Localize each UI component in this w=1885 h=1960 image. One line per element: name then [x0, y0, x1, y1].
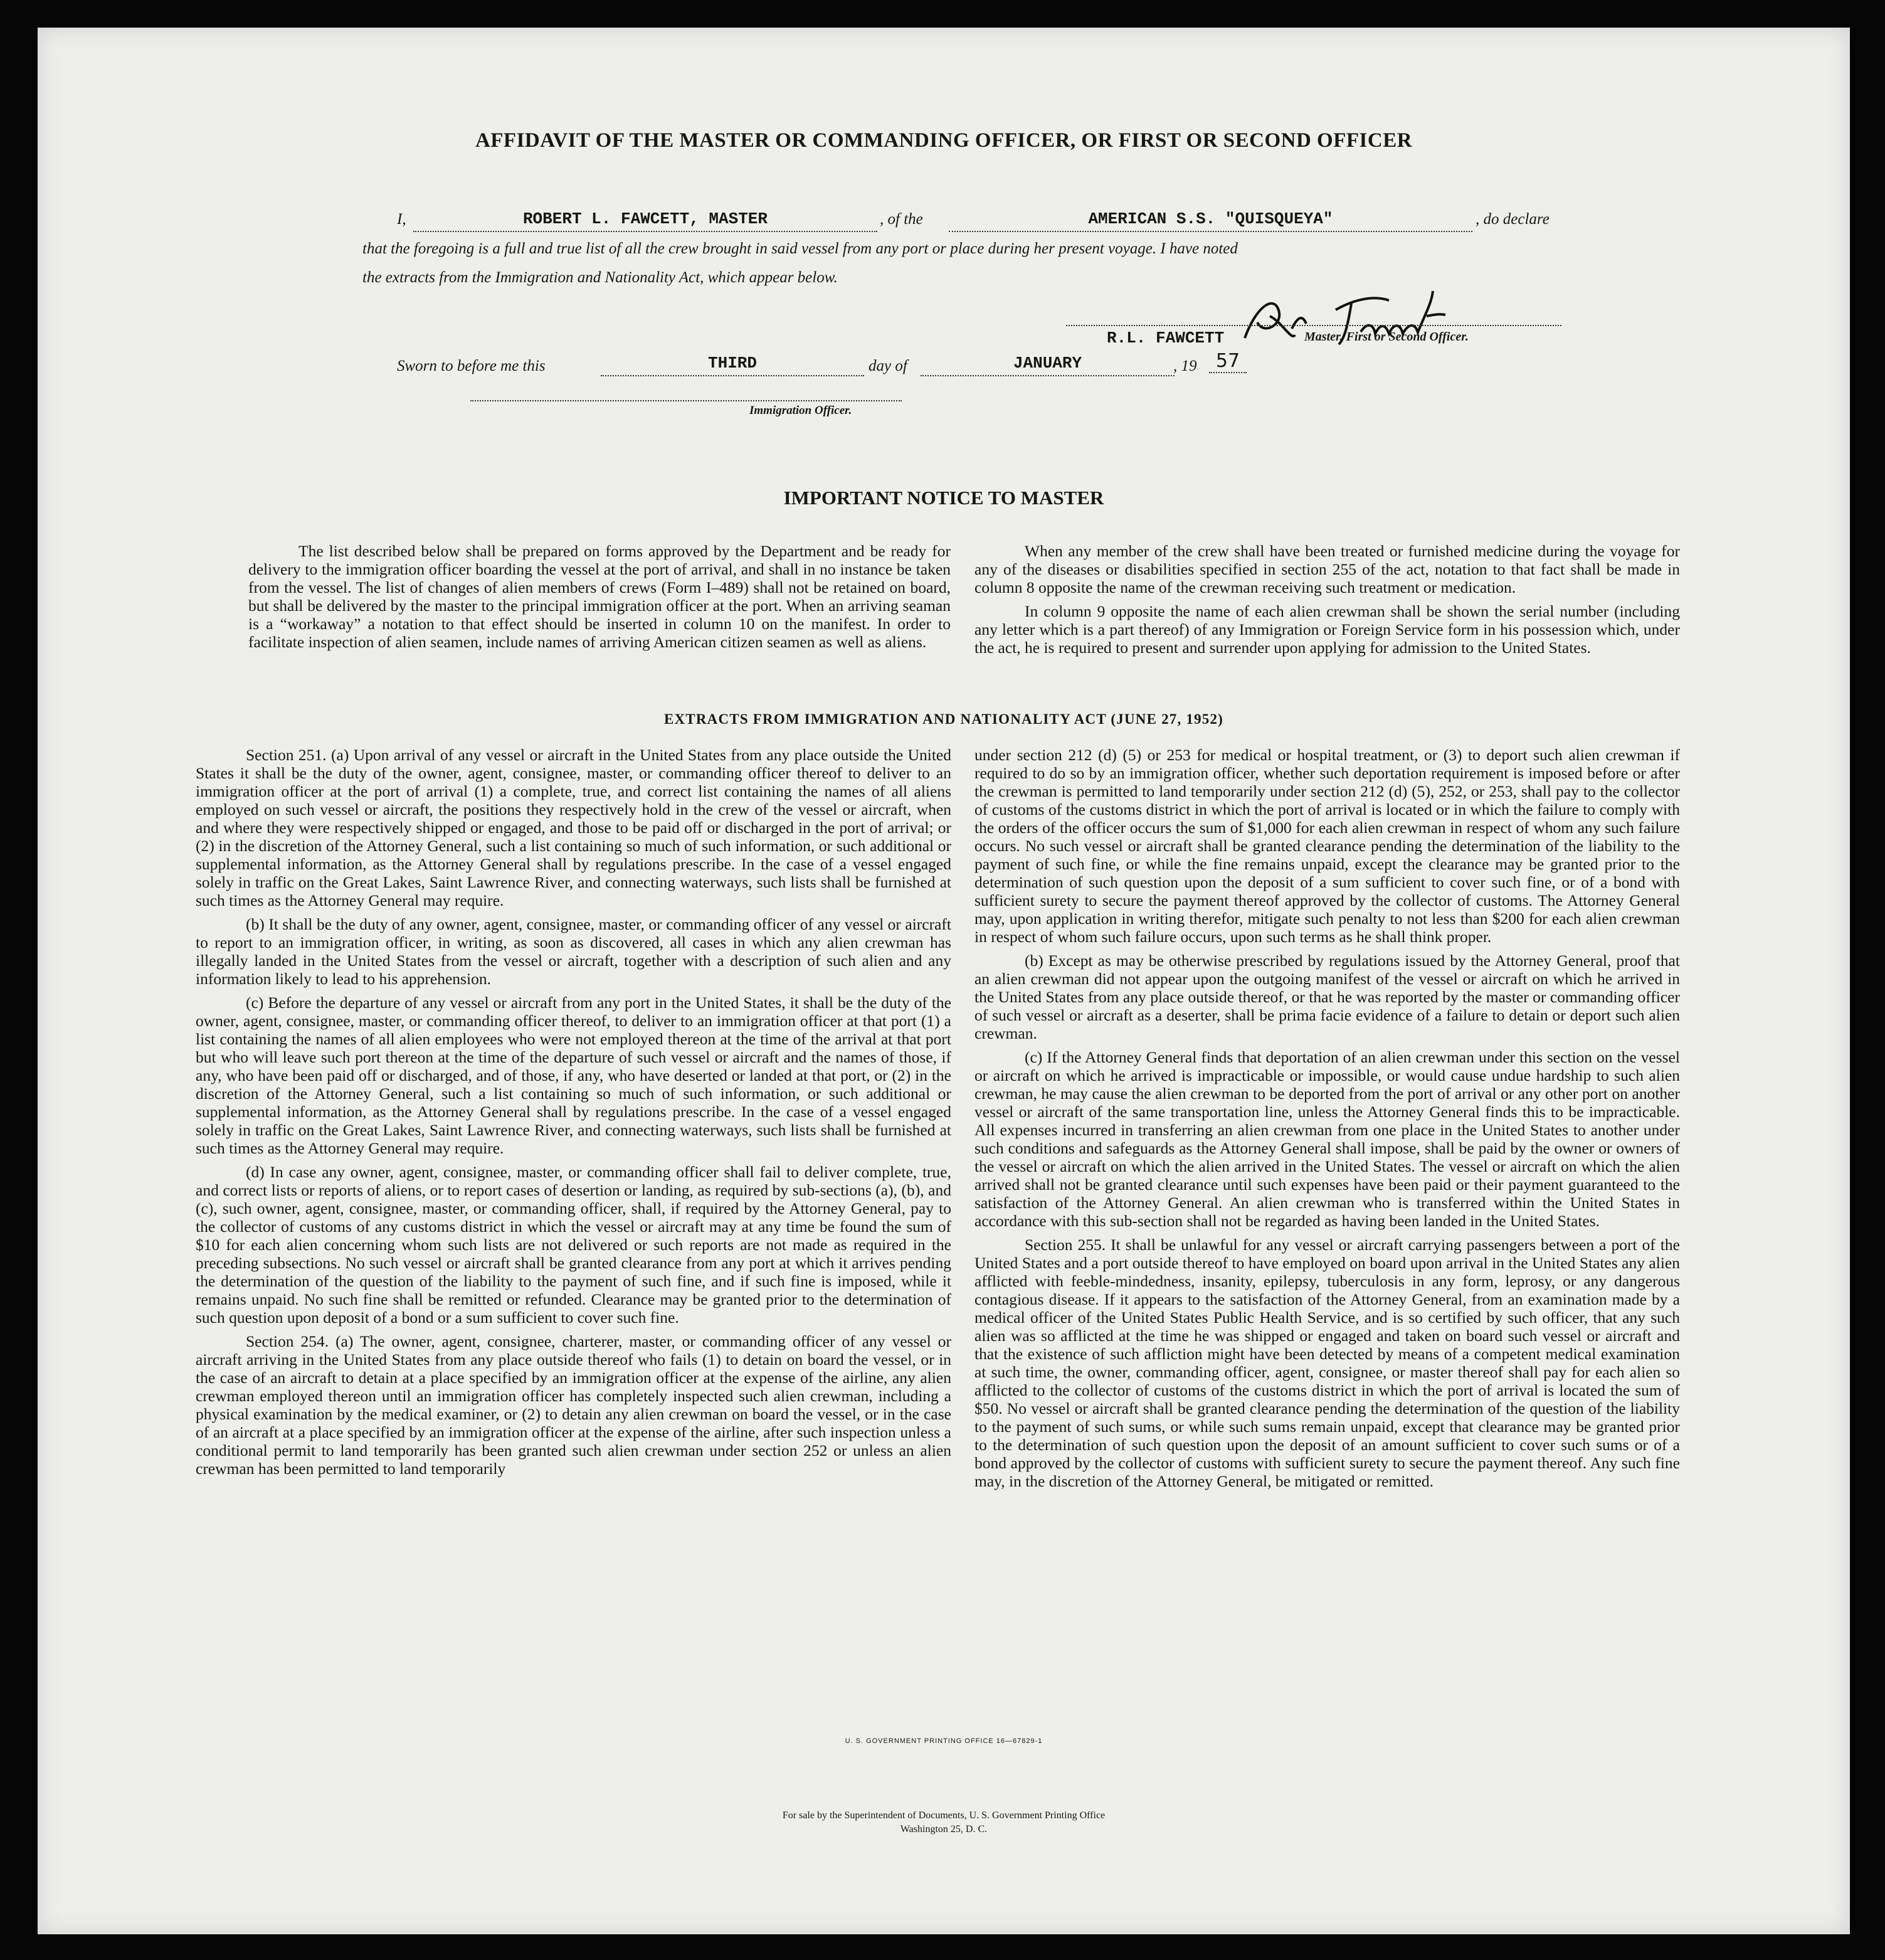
do-declare-label: , do declare [1476, 211, 1550, 228]
sworn-year-field: 57 [1209, 350, 1247, 373]
printing-office-code: U. S. GOVERNMENT PRINTING OFFICE 16—67829-1 [845, 1737, 1043, 1745]
officer-label: Master, First or Second Officer. [1304, 330, 1469, 344]
immigration-officer-label: Immigration Officer. [749, 404, 852, 417]
sworn-month-field: JANUARY [921, 354, 1175, 376]
page-title: AFFIDAVIT OF THE MASTER OR COMMANDING OFFICER, OR FIRST OR SECOND OFFICER [475, 129, 1413, 152]
sworn-prefix: Sworn to before me this [397, 358, 546, 374]
sworn-line [397, 347, 1338, 379]
sale-line-1: For sale by the Superintendent of Documents, U. S. Government Printing Office [782, 1810, 1106, 1821]
i-label: I, [397, 211, 406, 228]
section-251-a: Section 251. (a) Upon arrival of any vessel or aircraft in the United States from any place outside the United States it shall be the duty of the owner, agent, consignee, master, or commanding officer thereof to deliver to an immigration officer at the port of arrival (1) a complete, true, and correct list containing the names of all aliens employed on such vessel or aircraft, the positions they respectively hold in the crew of the vessel or aircraft, when and where they were respectively shipped or engaged, and those to be paid off or discharged in the port of arrival; or (2) in the discretion of the Attorney General, such a list containing so much of such information, or such additional or supplemental information, as the Attorney General shall by regulations prescribe. In the case of a vessel engaged solely in traffic on the Great Lakes, Saint Lawrence River, and connecting waterways, such lists shall be furnished at such times as the Attorney General may require. [196, 746, 951, 909]
section-251-c: (c) Before the departure of any vessel or aircraft from any port in the United States, it shall be the duty of the owner, agent, consignee, master, or commanding officer thereof, to deliver to an immigration officer at that port (1) a list containing the names of all alien employees who were not employed thereon at the time of the arrival at that port but who will leave such port thereon at the time of the departure of such vessel or aircraft and the names of those, if any, who have been paid off or discharged, and of those, if any, who have deserted or landed at that port, or (2) in the discretion of the Attorney General, such a list containing so much of such information, or such additional or supplemental information, as the Attorney General shall by regulations prescribe. In the case of a vessel engaged solely in traffic on the Great Lakes, Saint Lawrence River, and connecting waterways, such lists shall be furnished at such times as the Attorney General may require. [196, 993, 951, 1157]
section-254-a: Section 254. (a) The owner, agent, consignee, charterer, master, or commanding officer of any vessel or aircraft arriving in the United States from any place outside thereof who fails (1) to detain on board the vessel, or in the case of an aircraft to detain at a place specified by an immigration officer at the expense of the airline, any alien crewman employed thereon until an immigration officer has completely inspected such alien crewman, including a physical examination by the medical examiner, or (2) to detain any alien crewman on board the vessel, or in the case of an aircraft at a place specified by an immigration officer at the expense of the airline, after such inspection unless a conditional permit to land temporarily has been granted such alien crewman under section 252 or unless an alien crewman has been permitted to land temporarily [196, 1332, 951, 1478]
vessel-name-field: AMERICAN S.S. "QUISQUEYA" [949, 209, 1472, 232]
notice-right-paragraph-1: When any member of the crew shall have been treated or furnished medicine during the voyage for any of the diseases or disabilities specified in section 255 of the act, notation to that fact shall be made in column 8 opposite the name of the crewman receiving such treatment or medication. [974, 542, 1680, 596]
extracts-right-column [974, 746, 1680, 1496]
section-255: Section 255. It shall be unlawful for any vessel or aircraft carrying passengers between a port of the United States and a port outside thereof to have employed on board upon arrival in the United States any alien afflicted with feeble-mindedness, insanity, epilepsy, tuberculosis in any form, leprosy, or any dangerous contagious disease. If it appears to the satisfaction of the Attorney General, from an examination made by a medical officer of the United States Public Health Service, and is so certified by such officer, that any such alien was so afflicted at the time he was shipped or engaged and taken on board such vessel or aircraft and that the existence of such affliction might have been detected by means of a competent medical examination at such time, the owner, commanding officer, agent, consignee, or master thereof shall pay for each alien so afflicted to the collector of customs of the customs district in which the port of arrival is located the sum of $50. No vessel or aircraft shall be granted clearance pending the determination of the question of the liability to the payment of such sums, or while such sums remain unpaid, except that clearance may be granted prior to the determination of such question upon the deposit of an amount sufficient to cover such sums or of a bond approved by the collector of customs with sufficient surety to secure the payment thereof. Any such fine may, in the discretion of the Attorney General, be mitigated or remitted. [974, 1236, 1680, 1490]
signature-line [1066, 325, 1561, 326]
signature-typed-name: R.L. FAWCETT [1107, 329, 1225, 347]
section-251-d: (d) In case any owner, agent, consignee, master, or commanding officer shall fail to deliver complete, true, and correct lists or reports of aliens, or to report cases of desertion or landing, as required by sub-sections (a), (b), and (c), such owner, agent, consignee, master, or commanding officer, shall, if required by the Attorney General, pay to the collector of customs of any customs district in which the vessel or aircraft may at any time be found the sum of $10 for each alien concerning whom such lists are not delivered or such reports are not made as required in the preceding subsections. No such vessel or aircraft shall be granted clearance from any port at which it arrives pending the determination of the question of the liability to the payment of such fine, and if such fine is imposed, while it remains unpaid. No such fine shall be remitted or refunded. Clearance may be granted prior to the determination of such question upon deposit of a bond or a sum sufficient to cover such fine. [196, 1163, 951, 1327]
year-prefix-label: , 19 [1173, 358, 1197, 374]
extracts-left-column [196, 746, 951, 1483]
extracts-title: EXTRACTS FROM IMMIGRATION AND NATIONALITY ACT (JUNE 27, 1952) [663, 711, 1224, 727]
notice-right-column [974, 542, 1680, 662]
day-of-label: day of [869, 358, 907, 374]
of-the-label: , of the [880, 211, 923, 228]
document-page [38, 28, 1850, 1934]
section-251-b: (b) It shall be the duty of any owner, agent, consignee, master, or commanding officer of any vessel or aircraft to report to an immigration officer, in writing, as soon as discovered, all cases in which any alien crewman has illegally landed in the United States from the vessel or aircraft, together with a description of such alien and any information likely to lead to his apprehension. [196, 915, 951, 988]
section-254-a-continued: under section 212 (d) (5) or 253 for medical or hospital treatment, or (3) to deport such alien crewman if required to do so by an immigration officer, whether such deportation requirement is imposed before or after the crewman is permitted to land temporarily under section 212 (d) (5), 252, or 253, shall pay to the collector of customs of the customs district in which the port of arrival is located or in which the failure to comply with the orders of the officer occurs the sum of $1,000 for each alien crewman in respect of whom any such failure occurs. No such vessel or aircraft shall be granted clearance pending the determination of the liability to the payment of such fine, or while the fine remains unpaid, except the clearance may be granted prior to the determination of such question upon the deposit of a sum sufficient to cover such fine, or of a bond with sufficient surety to secure the payment thereof approved by the collector of customs. The Attorney General may, upon application in writing therefor, mitigate such penalty to not less than $200 for each alien crewman in respect of whom such failure occurs, upon such terms as he shall think proper. [974, 746, 1680, 946]
immigration-officer-signature-line [470, 400, 902, 401]
master-name-field: ROBERT L. FAWCETT, MASTER [413, 209, 877, 232]
sworn-day-field: THIRD [601, 354, 864, 376]
notice-left-column [248, 542, 951, 657]
notice-left-paragraph: The list described below shall be prepared on forms approved by the Department and be ready for delivery to the immigration officer boarding the vessel at the port of arrival, and shall in no instance be taken from the vessel. The list of changes of alien members of crews (Form I–489) shall not be retained on board, but shall be delivered by the master to the principal immigration officer at the port. When an arriving seaman is a “workaway” a notation to that effect should be inserted in column 10 on the manifest. In order to facilitate inspection of alien seamen, include names of arriving American citizen seamen as well as aliens. [248, 542, 951, 651]
section-254-c: (c) If the Attorney General finds that deportation of an alien crewman under this section on the vessel or aircraft on which he arrived is impracticable or impossible, or would cause undue hardship to such alien crewman, he may cause the alien crewman to be deported from the port of arrival or any other port on another vessel or aircraft of the same transportation line, unless the Attorney General finds this to be impracticable. All expenses incurred in transferring an alien crewman from one place in the United States to another under such conditions and safeguards as the Attorney General shall impose, shall be paid by the owner or owners of the vessel or aircraft on which the alien arrived in the United States. The vessel or aircraft on which the alien arrived shall not be granted clearance until such expenses have been paid or their payment guaranteed to the satisfaction of the Attorney General. An alien crewman who is transferred within the United States in accordance with this sub-section shall not be regarded as having been landed in the United States. [974, 1048, 1680, 1230]
section-254-b: (b) Except as may be otherwise prescribed by regulations issued by the Attorney General, proof that an alien crewman did not appear upon the outgoing manifest of the vessel or aircraft on which he arrived in the United States from any place outside thereof, or that he was reported by the master or commanding officer of such vessel or aircraft as a deserter, shall be prima facie evidence of a failure to detain or deport such alien crewman. [974, 951, 1680, 1042]
declaration-line [397, 209, 1588, 235]
declaration-line-3: the extracts from the Immigration and Nationality Act, which appear below. [362, 269, 838, 286]
sale-line-2: Washington 25, D. C. [900, 1824, 988, 1835]
notice-right-paragraph-2: In column 9 opposite the name of each alien crewman shall be shown the serial number (including any letter which is a part thereof) of any Immigration or Foreign Service form in his possession which, under the act, he is required to present and surrender upon applying for admission to the United States. [974, 602, 1680, 657]
declaration-line-2: that the foregoing is a full and true list of all the crew brought in said vessel from any port or place during her present voyage. I have noted [362, 240, 1238, 257]
notice-title: IMPORTANT NOTICE TO MASTER [783, 487, 1104, 509]
sale-notice [38, 1809, 1850, 1836]
